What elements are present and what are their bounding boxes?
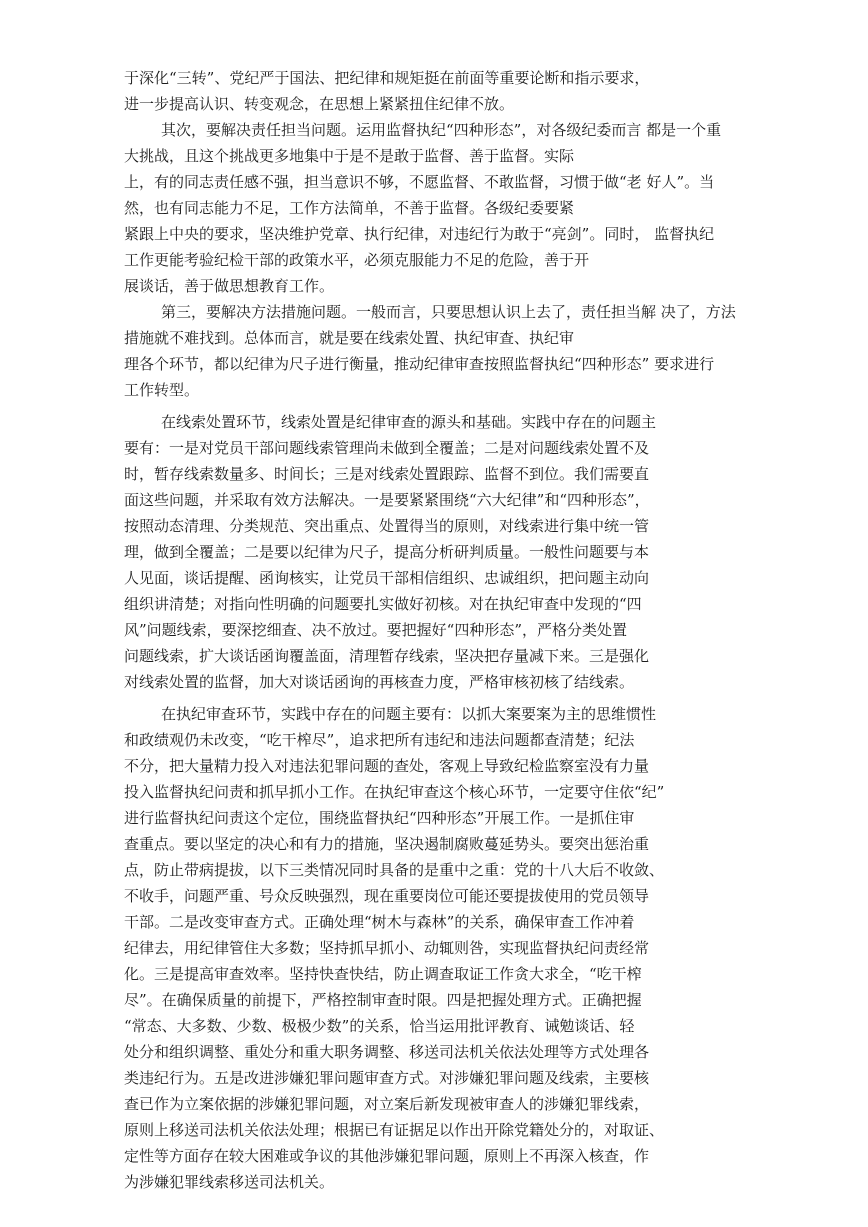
text-line: 组织讲清楚；对指向性明确的问题要扎实做好初核。对在执纪审查中发现的“四	[124, 595, 642, 613]
text-line: 干部。二是改变审查方式。正确处理“树木与森林”的关系，确保审查工作冲着	[124, 913, 635, 931]
text-line: 工作更能考验纪检干部的政策水平，必须克服能力不足的危险，善于开	[124, 251, 590, 269]
text-line: 纪律去，用纪律管住大多数；坚持抓早抓小、动辄则咎，实现监督执纪问责经常	[124, 939, 650, 957]
text-line: 原则上移送司法机关依法处理；根据已有证据足以作出开除党籍处分的，对取证、	[124, 1121, 665, 1139]
text-line: 处分和组织调整、重处分和重大职务调整、移送司法机关依法处理等方式处理各	[124, 1043, 650, 1061]
text-line: 展谈话，善于做思想教育工作。	[124, 277, 335, 295]
text-line: 上，有的同志责任感不强，担当意识不够，不愿监督、不敢监督，习惯于做“老 好人”。当	[124, 173, 715, 191]
text-line: 然，也有同志能力不足，工作方法简单，不善于监督。各级纪委要紧	[124, 199, 575, 217]
text-line: 问题线索，扩大谈话函询覆盖面，清理暂存线索，坚决把存量减下来。三是强化	[124, 647, 650, 665]
text-line: 第三，要解决方法措施问题。一般而言，只要思想认识上去了，责任担当解 决了，方法	[161, 303, 736, 321]
text-line: 风”问题线索，要深挖细查、决不放过。要把握好“四种形态”，严格分类处置	[124, 621, 628, 639]
text-line: 进行监督执纪问责这个定位，围绕监督执纪“四种形态”开展工作。一是抓住审	[124, 809, 635, 827]
text-line: 对线索处置的监督，加大对谈话函询的再核查力度，严格审核初核了结线索。	[124, 673, 635, 691]
text-line: 为涉嫌犯罪线索移送司法机关。	[124, 1173, 335, 1191]
text-line: 定性等方面存在较大困难或争议的其他涉嫌犯罪问题，原则上不再深入核查，作	[124, 1147, 650, 1165]
text-line: 时，暂存线索数量多、时间长；三是对线索处置跟踪、监督不到位。我们需要直	[124, 465, 650, 483]
text-line: 查重点。要以坚定的决心和有力的措施，坚决遏制腐败蔓延势头。要突出惩治重	[124, 835, 650, 853]
text-line: 理各个环节，都以纪律为尺子进行衡量，推动纪律审查按照监督执纪“四种形态” 要求进行	[124, 355, 715, 373]
text-line: 其次，要解决责任担当问题。运用监督执纪“四种形态”，对各级纪委而言 都是一个重	[161, 121, 722, 139]
text-line: 投入监督执纪问责和抓早抓小工作。在执纪审查这个核心环节，一定要守住依“纪”	[124, 783, 665, 801]
text-line: 大挑战，且这个挑战更多地集中于是不是敢于监督、善于监督。实际	[124, 147, 575, 165]
text-line: 不分，把大量精力投入对违法犯罪问题的查处，客观上导致纪检监察室没有力量	[124, 757, 650, 775]
text-line: 化。三是提高审查效率。坚持快查快结，防止调查取证工作贪大求全，“吃干榨	[124, 965, 642, 983]
text-line: 不收手，问题严重、号众反映强烈，现在重要岗位可能还要提拔使用的党员领导	[124, 887, 650, 905]
text-line: “常态、大多数、少数、极极少数”的关系，恰当运用批评教育、诫勉谈话、轻	[124, 1017, 635, 1035]
text-line: 面这些问题，并采取有效方法解决。一是要紧紧围绕“六大纪律”和“四种形态”，	[124, 491, 650, 509]
text-line: 紧跟上中央的要求，坚决维护党章、执行纪律，对违纪行为敢于“亮剑”。同时， 监督执纪	[124, 225, 715, 243]
text-line: 于深化“三转”、党纪严于国法、把纪律和规矩挺在前面等重要论断和指示要求，	[124, 69, 650, 87]
text-line: 点，防止带病提拔，以下三类情况同时具备的是重中之重：党的十八大后不收敛、	[124, 861, 665, 879]
text-line: 按照动态清理、分类规范、突出重点、处置得当的原则，对线索进行集中统一管	[124, 517, 650, 535]
text-line: 尽”。在确保质量的前提下，严格控制审查时限。四是把握处理方式。正确把握	[124, 991, 642, 1009]
text-line: 查已作为立案依据的涉嫌犯罪问题，对立案后新发现被审查人的涉嫌犯罪线索，	[124, 1095, 650, 1113]
text-line: 要有：一是对党员干部问题线索管理尚未做到全覆盖；二是对问题线索处置不及	[124, 439, 650, 457]
text-line: 和政绩观仍未改变，“吃干榨尽”，追求把所有违纪和违法问题都查清楚；纪法	[124, 731, 635, 749]
text-line: 理，做到全覆盖；二是要以纪律为尺子，提高分析研判质量。一般性问题要与本	[124, 543, 650, 561]
text-line: 在执纪审查环节，实践中存在的问题主要有：以抓大案要案为主的思维惯性	[161, 705, 657, 723]
text-line: 进一步提高认识、转变观念，在思想上紧紧扭住纪律不放。	[124, 95, 515, 113]
text-line: 措施就不难找到。总体而言，就是要在线索处置、执纪审查、执纪审	[124, 329, 575, 347]
text-line: 工作转型。	[124, 381, 200, 399]
text-line: 人见面，谈话提醒、函询核实，让党员干部相信组织、忠诚组织，把问题主动向	[124, 569, 650, 587]
text-line: 类违纪行为。五是改进涉嫌犯罪问题审查方式。对涉嫌犯罪问题及线索，主要核	[124, 1069, 650, 1087]
text-line: 在线索处置环节，线索处置是纪律审查的源头和基础。实践中存在的问题主	[161, 413, 657, 431]
